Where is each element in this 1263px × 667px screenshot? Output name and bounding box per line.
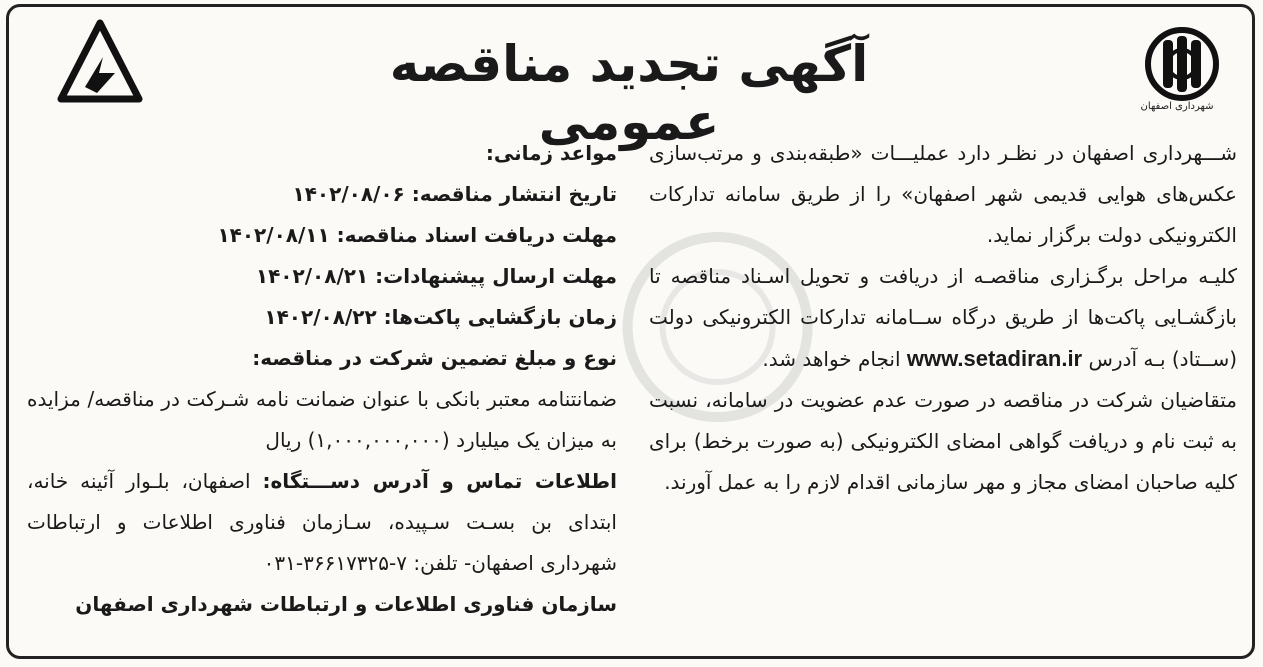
logo-caption: شهرداری اصفهان [1140,101,1214,112]
offers-deadline-label: مهلت ارسال پیشنهادات: [375,264,617,288]
notice-header [9,7,1252,151]
contact-text: اصفهان، بلـوار آئینه خانه، ابتدای بن بسـت سـپیده، سـازمان فناوری اطلاعات و ارتباطات شهرداری اصفهان- تلفن: ۷-۳۶۶۱۷۳۲۵-۰۳۱ [27,469,617,575]
notice-frame [6,4,1255,659]
notice-body-right [649,133,1237,503]
notice-paragraph-2-text: کلیـه مراحل برگـزاری مناقصـه از دریافت و تحویل اسـناد مناقصه تا بازگشـایی پاکت‌ها از طریق درگاه ســامانه تدارکات الکترونیکی دولت (ســتاد) بـه آدرس [649,264,1237,371]
footer-organization: سازمان فناوری اطلاعات و ارتباطات شهرداری اصفهان [75,592,617,616]
contact-info [27,461,617,584]
offers-deadline-row [27,256,617,297]
docs-deadline-value: ۱۴۰۲/۰۸/۱۱ [217,223,330,247]
notice-paragraph-3: متقاضیان شرکت در مناقصه در صورت عدم عضویت در سامانه، نسبت به ثبت نام و دریافت گواهی امضای الکترونیکی (به صورت برخط) برای کلیه صاحبان امضای مجاز و مهر سازمانی اقدام لازم را به عمل آورند. [649,388,1237,494]
publish-date-label: تاریخ انتشار مناقصه: [411,182,617,206]
notice-body-left [27,133,617,625]
opening-date-label: زمان بازگشایی پاکت‌ها: [383,305,617,329]
docs-deadline-row [27,215,617,256]
page-title: آگهی تجدید مناقصه عمومی [389,35,869,151]
publish-date-row [27,174,617,215]
notice-paragraph-2 [649,256,1237,380]
notice-paragraph-1: شـــهرداری اصفهان در نظـر دارد عملیـــات «طبقه‌بندی و مرتب‌سازی عکس‌های هوایی قدیمی شهر اصفهان» را از طریق سامانه تدارکات الکترونیکی دولت برگزار نماید. [649,141,1237,247]
publish-date-value: ۱۴۰۲/۰۸/۰۶ [292,182,405,206]
docs-deadline-label: مهلت دریافت اسناد مناقصه: [336,223,617,247]
notice-paragraph-2-end: انجام خواهد شد. [762,347,901,371]
setadiran-link[interactable]: www.setadiran.ir [906,346,1083,371]
opening-date-value: ۱۴۰۲/۰۸/۲۲ [264,305,377,329]
offers-deadline-value: ۱۴۰۲/۰۸/۲۱ [255,264,369,288]
guarantee-heading: نوع و مبلغ تضمین شرکت در مناقصه: [252,346,617,370]
opening-date-row [27,297,617,338]
schedule-heading: مواعد زمانی: [485,141,617,165]
contact-label: اطلاعات تماس و آدرس دســـتگاه: [262,469,617,493]
guarantee-text: ضمانتنامه معتبر بانکی با عنوان ضمانت نامه شـرکت در مناقصه/ مزایده به میزان یک میلیارد (۱,۰۰۰,۰۰۰,۰۰۰) ریال [27,387,617,452]
triangle-logo-icon [55,17,145,107]
